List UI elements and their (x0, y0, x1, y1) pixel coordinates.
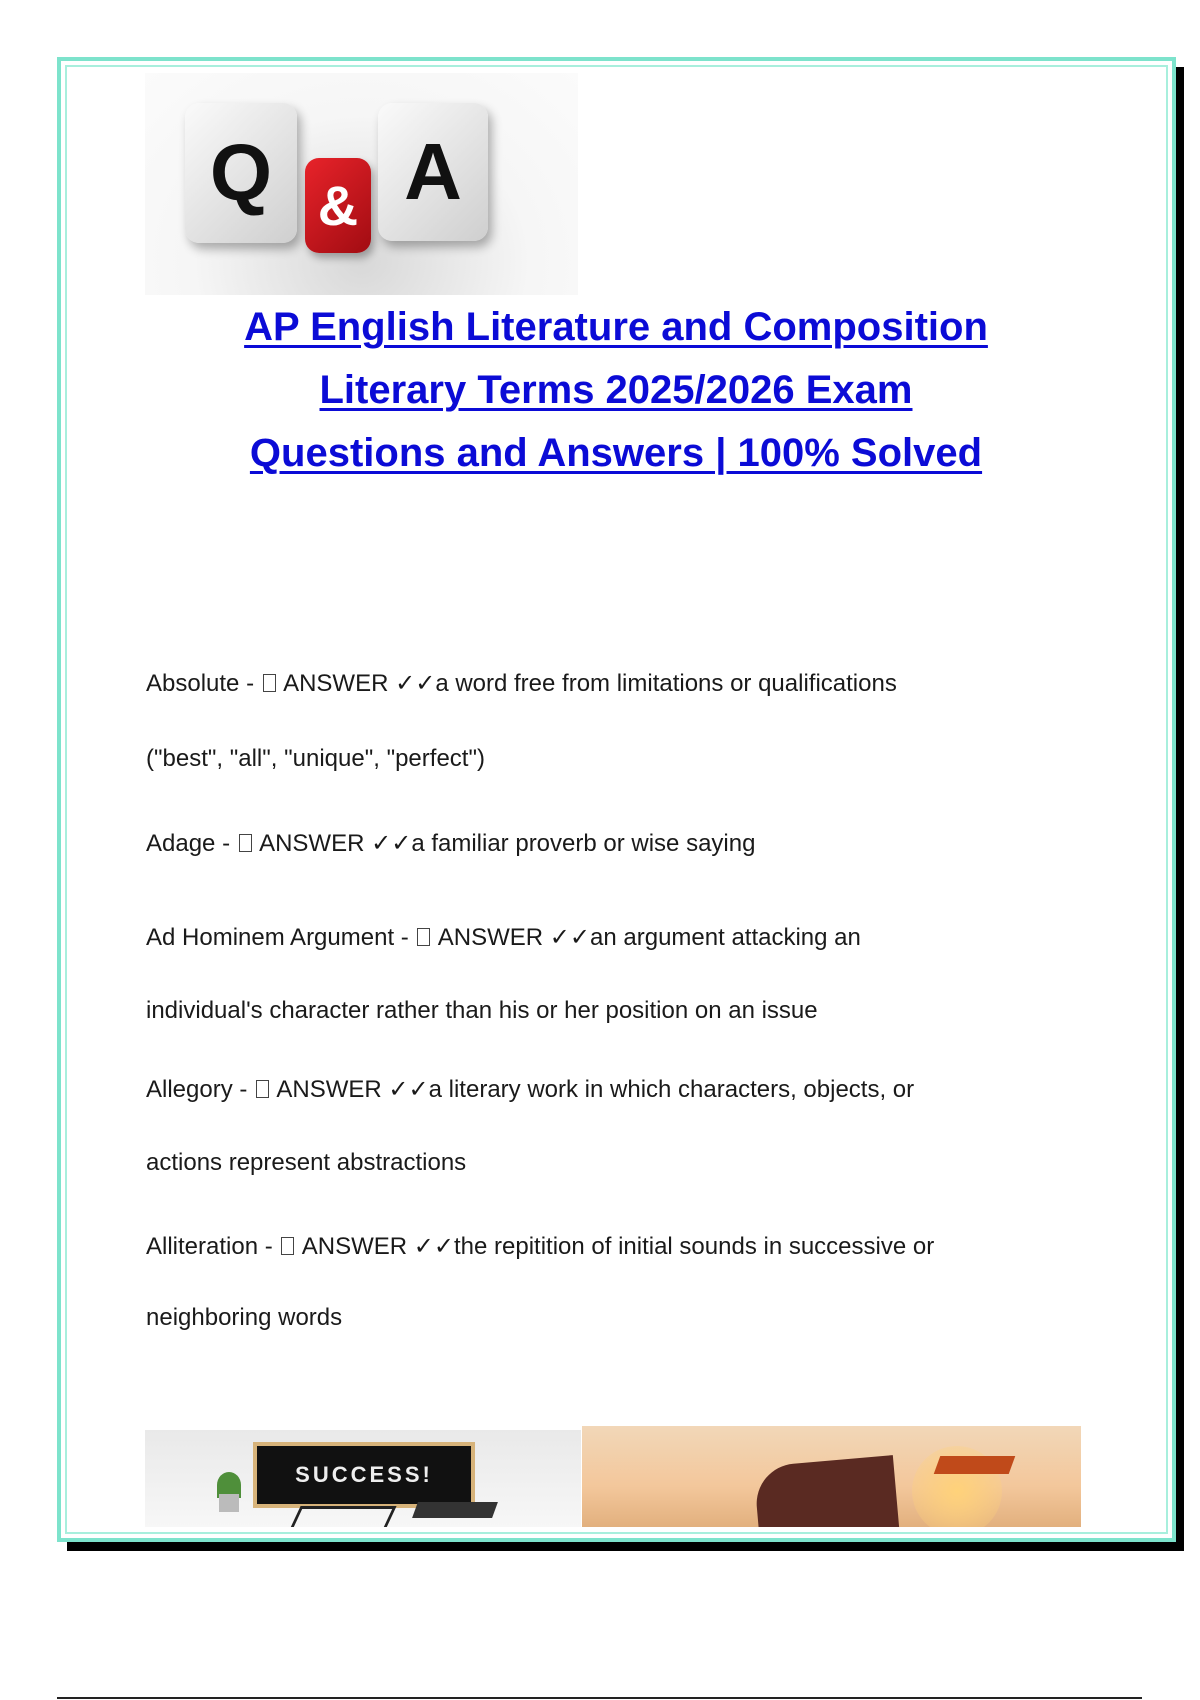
term: Allegory (146, 1076, 233, 1103)
check-icon: ✓✓ (395, 670, 436, 697)
dice-q: Q (185, 103, 297, 243)
title-line[interactable]: AP English Literature and Composition (244, 305, 988, 349)
entry-ad-hominem-cont: individual's character rather than his or her position on an issue (146, 997, 818, 1024)
entry-absolute-cont: ("best", "all", "unique", "perfect") (146, 745, 485, 772)
missing-glyph-icon (281, 1237, 294, 1255)
entry-absolute: Absolute - ANSWER ✓✓a word free from limitations or qualifications (146, 670, 897, 697)
term: Absolute (146, 670, 240, 697)
chalkboard: SUCCESS! (253, 1442, 475, 1508)
term: Ad Hominem Argument (146, 924, 395, 951)
graduate-arm (753, 1455, 900, 1527)
definition: a literary work in which characters, objects, or (428, 1076, 915, 1103)
answer-marker: ANSWER (259, 830, 365, 857)
qa-dice-image (145, 73, 578, 295)
entry-alliteration: Alliteration - ANSWER ✓✓the repitition of initial sounds in successive or (146, 1233, 935, 1260)
document-title (100, 296, 1132, 485)
entry-allegory: Allegory - ANSWER ✓✓a literary work in which characters, objects, or (146, 1076, 915, 1103)
check-icon: ✓✓ (413, 1233, 454, 1260)
graduation-cap-icon (934, 1456, 1016, 1474)
pot (219, 1494, 239, 1512)
missing-glyph-icon (417, 928, 430, 946)
title-line[interactable]: Questions and Answers | 100% Solved (249, 431, 983, 475)
entry-alliteration-cont: neighboring words (146, 1304, 343, 1331)
term: Adage (146, 830, 216, 857)
dice-a: A (378, 103, 488, 241)
definition: a familiar proverb or wise saying (411, 830, 756, 857)
missing-glyph-icon (256, 1080, 269, 1098)
answer-marker: ANSWER (437, 924, 544, 951)
definition: a word free from limitations or qualifications (435, 670, 897, 697)
missing-glyph-icon (239, 834, 252, 852)
dice-ampersand: & (305, 158, 371, 253)
answer-marker: ANSWER (276, 1076, 382, 1103)
entry-ad-hominem: Ad Hominem Argument - ANSWER ✓✓an argument attacking an (146, 924, 861, 951)
check-icon: ✓✓ (371, 830, 412, 857)
title-line[interactable]: Literary Terms 2025/2026 Exam (319, 368, 913, 412)
definition: an argument attacking an (590, 924, 861, 951)
page-divider (57, 1697, 1142, 1699)
tablet-icon (289, 1506, 396, 1527)
success-chalkboard-image (145, 1430, 581, 1527)
definition: the repitition of initial sounds in successive or (453, 1233, 935, 1260)
calculator-icon (412, 1502, 498, 1518)
answer-marker: ANSWER (283, 670, 389, 697)
graduation-image (582, 1426, 1081, 1527)
entry-adage: Adage - ANSWER ✓✓a familiar proverb or wise saying (146, 830, 756, 857)
entry-allegory-cont: actions represent abstractions (146, 1149, 467, 1176)
missing-glyph-icon (263, 674, 276, 692)
check-icon: ✓✓ (388, 1076, 429, 1103)
check-icon: ✓✓ (549, 924, 591, 951)
term: Alliteration (146, 1233, 259, 1260)
answer-marker: ANSWER (301, 1233, 408, 1260)
